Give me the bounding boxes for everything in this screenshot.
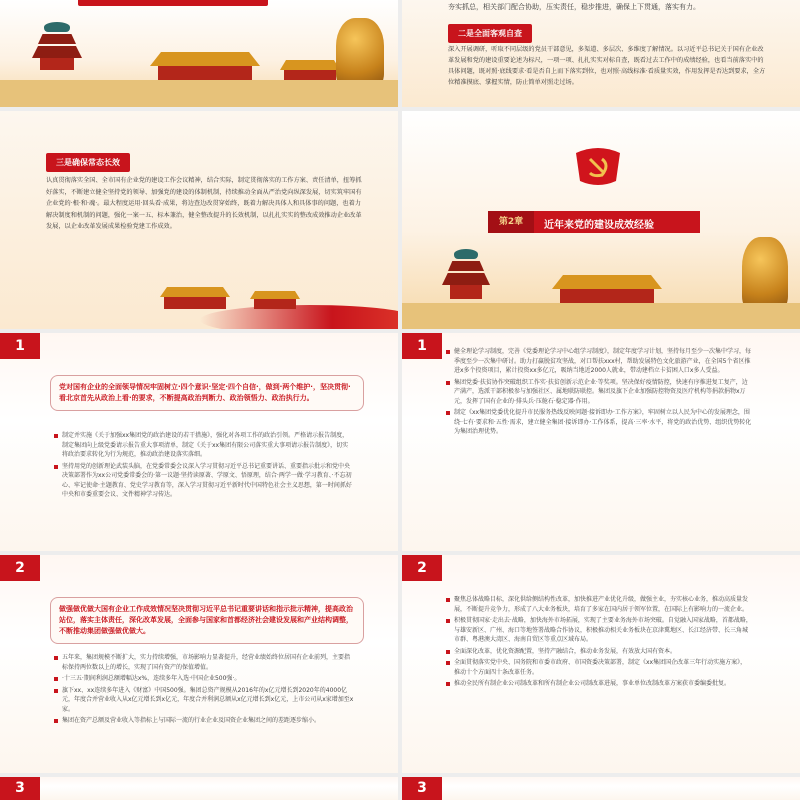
party-emblem-icon [572,147,624,187]
slide-thumbnail-7[interactable] [0,555,398,773]
highlight-box: 党对国有企业的全面领导情况牢固树立·四个意识·坚定·四个自信·，做到·两个维护·，坚决贯彻·看北京首先从政治上看·的要求，不断提高政治判断力、政治领悟力、政治执行力。 [50,375,364,411]
temple-wall [40,58,74,70]
section-number-badge: 3 [0,777,40,800]
list-item: 旗下xx、xx连续多年进入《财富》中国500强。集团总资产规模从2016年的x亿元增长到2020年的4000亿元，年度合并营业收入从x亿元增长到x亿元，年度合并利润总额从x亿元增长到x亿元，上市公司从x家增加至x家。 [54,686,354,715]
side-hall-wall [254,299,296,309]
temple-roof-low [32,46,82,58]
slide-thumbnail-10[interactable] [402,777,800,800]
palace-wall [560,289,654,303]
list-item: ·十三五·期间利润总额增幅达x%，连续多年入选·中国企业500强·。 [54,674,354,684]
highlight-box: 做强做优做大国有企业工作成效情况坚决贯彻习近平总书记重要讲话和指示批示精神，提高政治站位，落实主体责任，深化改革发展，全面参与国家和首都经济社会建设发展和产业结构调整，不断推动集团做强做优做大。 [50,597,364,644]
list-item: 聚焦总体战略目标，深化供给侧结构性改革，加快推进产业优化升级，做强主业，夯实核心业务，推动高质量发展，不断提升竞争力，形成了八大业务板块，培育了多家在国内居于领军位置，在国际上有影响力的一流企业。 [446,595,752,614]
section-number-badge: 3 [402,777,442,800]
section-number-badge: 1 [402,333,442,359]
section-number-badge: 2 [0,555,40,581]
section-paragraph: 认真贯彻落实全国、全市国有企业党的建设工作会议精神，结合实际，制定贯彻落实的工作方案、责任清单，扭筹抓好落实，不断建立健全坚持党的领导、加强党的建设的体制机制，持续推动全面从严治党向纵深发展，切实筑牢国有企业党的·根·和·魂·。最大程度运用·回头看·成果，将边查边改贯穿始终，既着力解决具体人和具体事的问题，也着力解决制度和机制的问题，强化一案一五、标本兼治，健全整改提升的长效机制，以扎扎实实的整改成效推动企业改革发展，以企业改革发展成果检验党建工作成效。 [46,177,362,230]
list-item: 全面贯彻落实党中央、国务院和市委市政府、市国资委决策部署，制定《xx集团国企改革三年行动实施方案》，推动十个方面四十条改革任务。 [446,658,752,677]
temple-roof-top [44,22,70,32]
section-paragraph: 深入开展调研，听取不同层级的党员干部意见，多渠道、多层次、多维度了解情况。以习近平总书记关于国有企业改革发展和党的建设重要论述为标尺，一项一项、扎扎实实对标自查，既看过去工作中的成绩经验，也看当前落实中的具体问题，既对照·底线要求·看是否自上而下落实到位，也对照·高线标准·看质量实效，作用发挥是否达到要求，全方位精准摸底、掌握实情，防止简单对照走过场。 [448,46,766,86]
section-number-badge: 2 [402,555,442,581]
list-item: 集团党委·扶贫协作突破组织工作实·扶贫创新示范企业·等奖项。坚决保好疫情防控，快速有序推进复工复产，边产满产，选派干部积极参与加强社区、属地联防联控。集团及旗下企业加强防控物资及医疗机构等捐款捐物x万元，发挥了国有企业的·排头兵·压舱石·稳定器·作用。 [446,378,752,407]
section-number-badge: 1 [0,333,40,359]
red-ribbon [200,305,398,329]
chapter-title: 近年来党的建设成效经验 [544,220,654,231]
palace-wall [164,297,226,309]
side-hall-roof [250,291,300,299]
palace-base [0,80,398,107]
stone-lion-statue [336,18,384,88]
bullet-list [446,347,752,439]
palace-roof [160,287,230,297]
intro-text: 夯实抓总，相关部门配合协助，压实责任，稳步推进，确保上下贯通，落实有力。 [448,3,700,11]
slide-thumbnail-3[interactable] [0,111,398,329]
list-item: 五年来，集团规模不断扩大，实力持续增强，市场影响力显著提升，经营业绩始终位居国有企业前列，主要指标保持两位数以上的增长，实现了国有资产的保值增值。 [54,653,354,672]
temple-roof-top [454,249,478,259]
slide-thumbnail-2[interactable] [402,0,800,107]
slide-thumbnail-4[interactable] [402,111,800,329]
list-item: 全面深化改革，优化资源配置，坚持产融结合，推动业务发展，有效放大国有资本。 [446,647,752,657]
palace-wall [158,66,252,80]
bullet-list [54,431,354,502]
list-item: 制定并实施《关于加强xx集团党的政治建设的若干措施》，强化对各项工作的政治引领。严格请示报告制度，制定集团向上级党委请示报告重大事项清单，制定《关于xx集团有限公司落实重大事项请示报告制度》，切实将政治要求转化为行为规范，推动政治建设落实落细。 [54,431,354,460]
side-hall-wall [284,70,336,80]
slide-thumbnail-5[interactable] [0,333,398,551]
list-item: 坚持用党的创新理论武装头脑，在党委常委会议深入学习贯彻习近平总书记重要讲话、重要指示批示和党中央决策部署作为xx公司党委常委会的·第一议题·坚持读原著、学原文、悟原理，结合·两学一做·学习教育、·不忘初心、牢记使命·主题教育、党史学习教育等，深入学习贯彻习近平新时代中国特色社会主义思想，第一时间抓好中央和市委重要会议、文件精神学习传达。 [54,462,354,500]
list-item: 健全理论学习制度，完善《党委理论学习中心组学习制度》，制定年度学习计划，坚持每月至少一次集中学习，每季度至少一次集中研讨。助力打赢脱贫攻坚战，对口帮扶xxx村，帮助发展特色文化旅游产业，在全国5个省区推进x多个投资项目，累计投资xx多亿元，吸纳当地近2000人就业，带动建档立卡贫困人口x多人受益。 [446,347,752,376]
temple-wall [450,285,482,299]
bullet-list [446,595,752,691]
temple-roof-mid [38,34,76,44]
slide-thumbnail-8[interactable] [402,555,800,773]
section-tab: 二是全面客观自查 [448,24,532,43]
palace-roof [552,275,662,289]
list-item: 推动全民所有制企业公司制改革和所有制企业公司制改革进展，事业单位改制改革方案获市委编委批复。 [446,679,752,689]
section-tab: 三是确保常态长效 [46,153,130,172]
list-item: 集团在资产总额及营业收入等指标上与国际一流的行业企业及国资企业集团之间的差距逐步缩小。 [54,716,354,726]
palace-roof [150,52,260,66]
bullet-list [54,653,354,728]
side-hall-roof [280,60,340,70]
stone-lion-statue [742,237,788,311]
slide-thumbnail-6[interactable] [402,333,800,551]
chapter-number: 第2章 [488,211,534,233]
palace-base [402,303,800,329]
slide-thumbnail-9[interactable] [0,777,398,800]
temple-roof-mid [448,261,484,271]
list-item: 积极贯彻国家·走出去·战略，加快海外市场拓展，实现了主要业务海外市场突破。自觉融入国家战略，首都战略，与雄安新区、广州、海口等地签署战略合作协议，积极推动相关业务板块在京津冀地区、长江经济带、长三角城市群、粤港澳大湾区、海南自贸区等重点区域布局。 [446,616,752,645]
slide-thumbnail-1[interactable] [0,0,398,107]
chapter-banner [78,0,268,6]
temple-roof-low [442,273,490,285]
list-item: 制定《xx集团党委优化提升市民服务热线反映问题·接诉即办·工作方案》，牢固树立以人民为中心的发展理念，围绕·七有·要求和·五性·需求，建立健全集团·接诉即办·工作体系，提高·三率·水平，将党的政治优势、组织优势转化为集团治理优势。 [446,408,752,437]
